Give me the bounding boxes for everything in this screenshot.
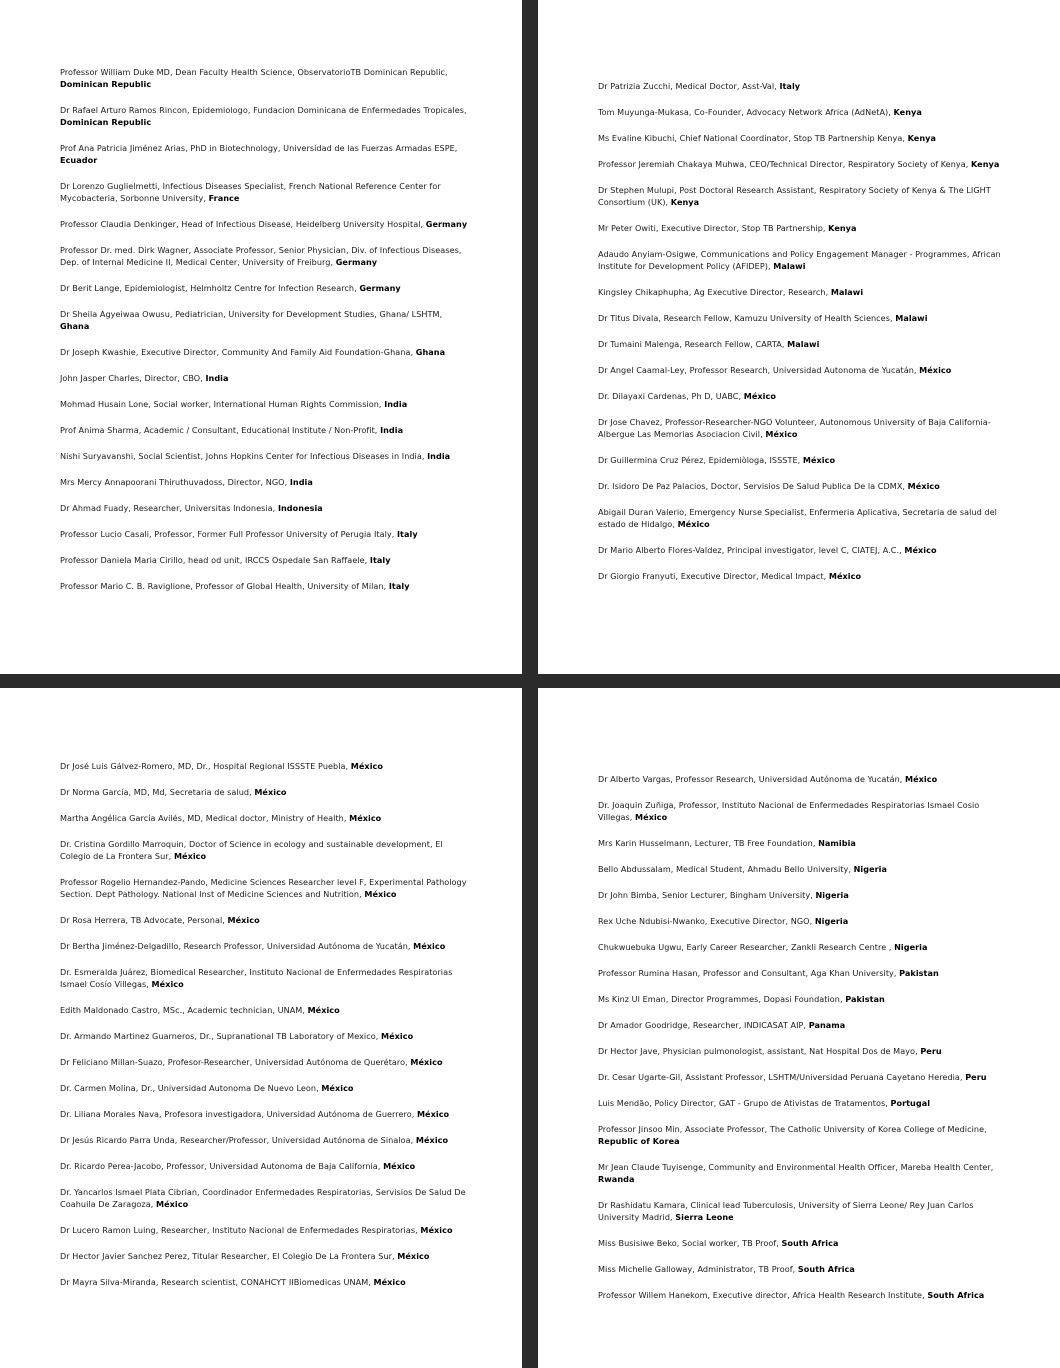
signatory-details: Dr Stephen Mulupi, Post Doctoral Research Assistant, Respiratory Society of Kenya & The LIGHT Consortium (UK), [598,185,991,207]
signatory-entry [598,967,1006,979]
signatory-details: Professor Dr. med. Dirk Wagner, Associate Professor, Senior Physician, Div. of Infectious Diseases, Dep. of Internal Medicine II, Medical Center, University of Freiburg, [60,245,462,267]
signatory-details: Mohmad Husain Lone, Social worker, International Human Rights Commission, [60,399,385,409]
signatory-country: Pakistan [845,994,885,1004]
signatory-details: Professor Jeremiah Chakaya Muhwa, CEO/Technical Director, Respiratory Society of Kenya, [598,159,971,169]
signatory-entry [60,966,472,990]
signatory-details: Prof Anima Sharma, Academic / Consultant, Educational Institute / Non-Profit, [60,425,381,435]
signatory-details: Dr John Bimba, Senior Lecturer, Bingham University, [598,890,816,900]
signatory-entry [60,1056,472,1068]
signatory-details: Dr José Luis Gálvez-Romero, MD, Dr., Hospital Regional ISSSTE Puebla, [60,761,351,771]
signatory-country: México [307,1005,340,1015]
signatory-details: Professor Rumina Hasan, Professor and Consultant, Aga Khan University, [598,968,900,978]
signatory-details: Dr Berit Lange, Epidemiologist, Helmholtz Centre for Infection Research, [60,283,360,293]
signatory-entry [598,1289,1006,1301]
signatory-entry [60,1160,472,1172]
signatory-entry [598,364,1006,376]
signatory-country: South Africa [797,1264,855,1274]
signatory-country: México [802,455,836,465]
signatory-country: Nigeria [815,890,849,900]
signatory-country: Malawi [787,339,820,349]
signatory-entry [60,218,472,230]
document-page-4 [538,688,1060,1368]
signatory-details: Dr Jose Chavez, Professor-Researcher-NGO Volunteer, Autonomous University of Baja California-Albergue Las Memorias Asociacion Civil, [598,417,991,439]
signatory-entry [598,1263,1006,1275]
signatory-details: Dr. Isidoro De Paz Palacios, Doctor, Servisios De Salud Publica De la CDMX, [598,481,908,491]
signatory-details: Dr Rafael Arturo Ramos Rincon, Epidemiologo, Fundacion Dominicana de Enfermedades Tropicales, [60,105,467,115]
signatory-country: México [321,1083,354,1093]
signatory-details: Dr Bertha Jiménez-Delgadillo, Research Professor, Universidad Autónoma de Yucatán, [60,941,414,951]
signatory-country: Malawi [895,313,928,323]
signatory-entry [598,570,1006,582]
signatory-details: Dr Joseph Kwashie, Executive Director, Community And Family Aid Foundation-Ghana, [60,347,416,357]
signatory-entry [60,502,472,514]
signatory-entry [598,132,1006,144]
signatory-entry [598,80,1006,92]
signatory-country: México [765,429,798,439]
signatory-country: South Africa [927,1290,985,1300]
signatory-entry [598,312,1006,324]
signatory-entry [60,1186,472,1210]
signatory-entry [60,1082,472,1094]
signatory-entry [60,104,472,128]
signatory-details: John Jasper Charles, Director, CBO, [60,373,206,383]
document-page-2 [538,0,1060,674]
signatory-entry [598,915,1006,927]
signatory-details: Dr. Ricardo Perea-Jacobo, Professor, Universidad Autonoma de Baja California, [60,1161,384,1171]
signatory-details: Bello Abdussalam, Medical Student, Ahmadu Bello University, [598,864,854,874]
signatory-entry [60,308,472,332]
signatory-country: Italy [397,529,418,539]
signatory-entry [60,876,472,900]
signatory-details: Dr Amador Goodridge, Researcher, INDICASAT AIP, [598,1020,809,1030]
signatory-entry [60,786,472,798]
signatory-entry [60,282,472,294]
signatory-country: México [413,941,446,951]
signatory-details: Dr. Esmeralda Juárez, Biomedical Researcher, Instituto Nacional de Enfermedades Respiratorias Ismael Cosío Villegas, [60,967,453,989]
signatory-details: Dr. Liliana Morales Nava, Profesora investigadora, Universidad Autónoma de Guerrero, [60,1109,417,1119]
signatory-country: India [380,425,404,435]
signatory-country: Namibia [818,838,856,848]
signatory-details: Dr Rashidatu Kamara, Clinical lead Tuberculosis, University of Sierra Leone/ Rey Juan Carlos University Madrid, [598,1200,974,1222]
signatory-entry [598,390,1006,402]
signatory-entry [598,863,1006,875]
signatory-country: México [743,391,776,401]
signatory-entry [598,1123,1006,1147]
signatory-country: México [410,1057,443,1067]
signatory-country: Malawi [830,287,864,297]
signatory-details: Dr Guillermina Cruz Pérez, Epidemiòloga, ISSSTE, [598,455,803,465]
signatory-entry [60,760,472,772]
signatory-entry [598,480,1006,492]
signatory-entry [60,476,472,488]
signatory-entry [598,544,1006,556]
signatory-details: Rex Uche Ndubisi-Nwanko, Executive Director, NGO, [598,916,815,926]
signatory-country: Rwanda [598,1174,635,1184]
signatory-details: Professor Rogelio Hernandez-Pando, Medicine Sciences Researcher level F, Experimental Pathology Section. Dept Pathology. National Inst of Medicine Sciences and Nutrition, [60,877,467,899]
signatory-details: Adaudo Anyiam-Osigwe, Communications and Policy Engagement Manager - Programmes, African Institute for Development Policy (AFIDEP), [598,249,1001,271]
signatory-entry [598,799,1006,823]
signatory-entry [60,244,472,268]
signatory-entry [598,184,1006,208]
signatory-country: México [151,979,184,989]
signatory-entry [60,346,472,358]
signatory-entry [60,914,472,926]
signatory-country: México [415,1135,449,1145]
signatory-details: Dr. Cesar Ugarte-Gil, Assistant Professor, LSHTM/Universidad Peruana Cayetano Heredia, [598,1072,966,1082]
signatory-country: France [208,193,240,203]
signatory-details: Professor Willem Hanekom, Executive director, Africa Health Research Institute, [598,1290,928,1300]
signatory-details: Mrs Karin Husselmann, Lecturer, TB Free Foundation, [598,838,819,848]
signatory-country: Ecuador [60,155,98,165]
signatory-details: Dr Patrizia Zucchi, Medical Doctor, Asst-Val, [598,81,780,91]
signatory-country: Nigeria [894,942,928,952]
signatory-country: México [380,1031,414,1041]
signatory-country: México [420,1225,453,1235]
signatory-entry [60,1108,472,1120]
signatory-country: Nigeria [814,916,849,926]
signatory-details: Professor Jinsoo Min, Associate Professor, The Catholic University of Korea College of Medicine, [598,1124,987,1134]
signatory-country: México [155,1199,189,1209]
signatory-entry [60,372,472,384]
signatory-details: Dr Hector Jave, Physician pulmonologist, assistant, Nat Hospital Dos de Mayo, [598,1046,921,1056]
signatory-country: México [904,545,937,555]
signatory-country: México [397,1251,430,1261]
signatory-details: Dr Hector Javier Sanchez Perez, Titular Researcher, El Colegio De La Frontera Sur, [60,1251,398,1261]
signatory-entry [60,940,472,952]
signatory-details: Dr. Armando Martinez Guarneros, Dr., Supranational TB Laboratory of Mexico, [60,1031,381,1041]
signatory-country: India [427,451,451,461]
signatory-country: Indonesia [277,503,323,513]
signatory-country: Kenya [893,107,922,117]
signatory-country: Germany [425,219,468,229]
signatory-country: México [907,481,940,491]
signatory-details: Abigail Duran Valerio, Emergency Nurse Specialist, Enfermeria Aplicativa, Secretaria de salud del estado de Hidalgo, [598,507,997,529]
signatory-entry [60,528,472,540]
signatory-country: México [919,365,952,375]
signatory-entry [60,66,472,90]
signatory-entry [60,812,472,824]
signatory-details: Dr Jesús Ricardo Parra Unda, Researcher/Professor, Universidad Autónoma de Sinaloa, [60,1135,416,1145]
signatory-entry [598,506,1006,530]
signatory-details: Prof Ana Patricia Jiménez Arias, PhD in Biotechnology, Universidad de las Fuerzas Armadas ESPE, [60,143,458,153]
signatory-details: Ms Kinz Ul Eman, Director Programmes, Dopasi Foundation, [598,994,846,1004]
signatory-entry [598,158,1006,170]
signatory-entry [598,837,1006,849]
signatory-entry [60,398,472,410]
signatory-country: México [254,787,287,797]
signatory-details: Dr Ahmad Fuady, Researcher, Universitas Indonesia, [60,503,278,513]
signatory-country: Republic of Korea [598,1136,680,1146]
signatory-entry [598,222,1006,234]
signatory-country: Malawi [773,261,806,271]
signatory-country: Italy [388,581,410,591]
signatory-details: Mrs Mercy Annapoorani Thiruthuvadoss, Director, NGO, [60,477,290,487]
signatory-details: Dr Giorgio Franyuti, Executive Director, Medical Impact, [598,571,829,581]
signatory-entry [60,554,472,566]
signatory-details: Tom Muyunga-Mukasa, Co-Founder, Advocacy Network Africa (AdNetA), [598,107,894,117]
signatory-country: Peru [920,1046,942,1056]
signatory-entry [60,1250,472,1262]
signatory-details: Martha Angélica García Avilés, MD, Medical doctor, Ministry of Health, [60,813,350,823]
signatory-details: Dr Tumaini Malenga, Research Fellow, CARTA, [598,339,788,349]
signatory-entry [598,993,1006,1005]
signatory-entry [598,1199,1006,1223]
signatory-country: Pakistan [899,968,939,978]
signatory-details: Dr Feliciano Millan-Suazo, Profesor-Researcher, Universidad Autónoma de Querétaro, [60,1057,411,1067]
signatory-entry [60,838,472,862]
signatory-details: Dr Sheila Agyeiwaa Owusu, Pediatrician, University for Development Studies, Ghana/ LSHTM, [60,309,443,319]
signatory-country: Italy [369,555,391,565]
signatory-entry [60,180,472,204]
signatory-country: Nigeria [853,864,888,874]
signatory-details: Dr. Yancarlos Ismael Plata Cibrian, Coordinador Enfermedades Respiratorias, Servisios De Salud De Coahuila De Zaragoza, [60,1187,466,1209]
signatory-details: Dr. Carmen Molina, Dr., Universidad Autonoma De Nuevo Leon, [60,1083,322,1093]
signatory-country: México [364,889,397,899]
signatory-details: Dr Mario Alberto Flores-Valdez, Principal investigator, level C, CIATEJ, A.C., [598,545,905,555]
signatory-country: Portugal [890,1098,931,1108]
signatory-entry [60,1276,472,1288]
signatory-details: Chukwuebuka Ugwu, Early Career Researcher, Zankli Research Centre , [598,942,895,952]
signatory-entry [598,286,1006,298]
signatory-country: México [227,915,260,925]
signatory-entry [60,1004,472,1016]
signatory-country: Ghana [415,347,446,357]
signatory-country: México [383,1161,416,1171]
signatory-country: India [289,477,313,487]
signatory-entry [598,1237,1006,1249]
signatory-details: Mr Peter Owiti, Executive Director, Stop TB Partnership, [598,223,829,233]
signatory-country: Sierra Leone [675,1212,734,1222]
signatory-entry [60,450,472,462]
signatory-details: Kingsley Chikaphupha, Ag Executive Director, Research, [598,287,831,297]
signatory-details: Dr Titus Divala, Research Fellow, Kamuzu University of Health Sciences, [598,313,896,323]
signatory-country: Ghana [60,321,90,331]
signatory-entry [60,1134,472,1146]
signatory-country: India [384,399,408,409]
signatory-entry [60,580,472,592]
signatory-entry [598,106,1006,118]
signatory-country: Germany [335,257,378,267]
signatory-details: Luis Mendão, Policy Director, GAT - Grupo de Ativistas de Tratamentos, [598,1098,891,1108]
signatory-country: México [905,774,938,784]
signatory-entry [598,1161,1006,1185]
signatory-details: Dr Rosa Herrera, TB Advocate, Personal, [60,915,228,925]
signatory-details: Professor Lucio Casali, Professor, Former Full Professor University of Perugia Italy, [60,529,397,539]
signatory-country: México [349,813,382,823]
signatory-details: Dr Alberto Vargas, Professor Research, Universidad Autónoma de Yucatán, [598,774,906,784]
signatory-country: Kenya [907,133,936,143]
signatory-entry [60,1224,472,1236]
signatory-entry [598,1019,1006,1031]
signatory-country: Kenya [670,197,700,207]
document-page-3 [0,688,522,1368]
signatory-entry [598,889,1006,901]
signatory-details: Professor Daniela Maria Cirillo, head od unit, IRCCS Ospedale San Raffaele, [60,555,370,565]
signatory-details: Mr Jean Claude Tuyisenge, Community and Environmental Health Officer, Mareba Health Center, [598,1162,994,1172]
signatory-entry [598,1045,1006,1057]
signatory-details: Professor William Duke MD, Dean Faculty Health Science, ObservatorioTB Dominican Republic, [60,67,448,77]
signatory-entry [598,773,1006,785]
signatory-country: Peru [965,1072,987,1082]
signatory-details: Dr. Joaquin Zuñiga, Professor, Instituto Nacional de Enfermedades Respiratorias Ismael Cosio Villegas, [598,800,980,822]
signatory-entry [598,416,1006,440]
signatory-entry [60,1030,472,1042]
signatory-details: Nishi Suryavanshi, Social Scientist, Johns Hopkins Center for Infectious Diseases in India, [60,451,428,461]
signatory-details: Dr Lucero Ramon Luing, Researcher, Instituto Nacional de Enfermedades Respiratorias, [60,1225,421,1235]
signatory-details: Dr Angel Caamal-Ley, Professor Research, Universidad Autonoma de Yucatán, [598,365,920,375]
signatory-country: Kenya [828,223,857,233]
signatory-entry [598,941,1006,953]
signatory-country: Dominican Republic [60,117,152,127]
signatory-country: México [416,1109,450,1119]
signatory-country: Panama [808,1020,846,1030]
signatory-entry [598,338,1006,350]
signatory-entry [598,1071,1006,1083]
signatory-country: México [173,851,207,861]
signatory-country: Germany [359,283,401,293]
signatory-details: Miss Busisiwe Beko, Social worker, TB Proof, [598,1238,782,1248]
signatory-entry [60,142,472,166]
signatory-country: México [373,1277,406,1287]
signatory-country: India [205,373,229,383]
signatory-details: Dr. Cristina Gordillo Marroquin, Doctor of Science in ecology and sustainable development, El Colegio de La Frontera Sur, [60,839,443,861]
signatory-details: Edith Maldonado Castro, MSc., Academic technician, UNAM, [60,1005,308,1015]
signatory-entry [598,1097,1006,1109]
signatory-details: Professor Mario C. B. Raviglione, Professor of Global Health, University of Milan, [60,581,389,591]
signatory-details: Professor Claudia Denkinger, Head of Infectious Disease, Heidelberg University Hospital, [60,219,426,229]
signatory-country: Kenya [970,159,1000,169]
signatory-details: Miss Michelle Galloway, Administrator, TB Proof, [598,1264,798,1274]
signatory-details: Ms Evaline Kibuchi, Chief National Coordinator, Stop TB Partnership Kenya, [598,133,908,143]
signatory-details: Dr. Dilayaxi Cardenas, Ph D, UABC, [598,391,744,401]
signatory-country: México [350,761,383,771]
signatory-entry [60,424,472,436]
signatory-entry [598,454,1006,466]
signatory-country: México [828,571,862,581]
signatory-country: Dominican Republic [60,79,152,89]
signatory-details: Dr Lorenzo Guglielmetti, Infectious Diseases Specialist, French National Reference Center for Mycobacteria, Sorbonne University, [60,181,441,203]
signatory-country: Italy [779,81,801,91]
signatory-country: South Africa [781,1238,839,1248]
signatory-entry [598,248,1006,272]
signatory-details: Dr Norma García, MD, Md, Secretaria de salud, [60,787,255,797]
signatory-country: México [635,812,668,822]
signatory-details: Dr Mayra Silva-Miranda, Research scientist, CONAHCYT IIBiomedicas UNAM, [60,1277,374,1287]
signatory-country: México [677,519,710,529]
document-page-1 [0,0,522,674]
